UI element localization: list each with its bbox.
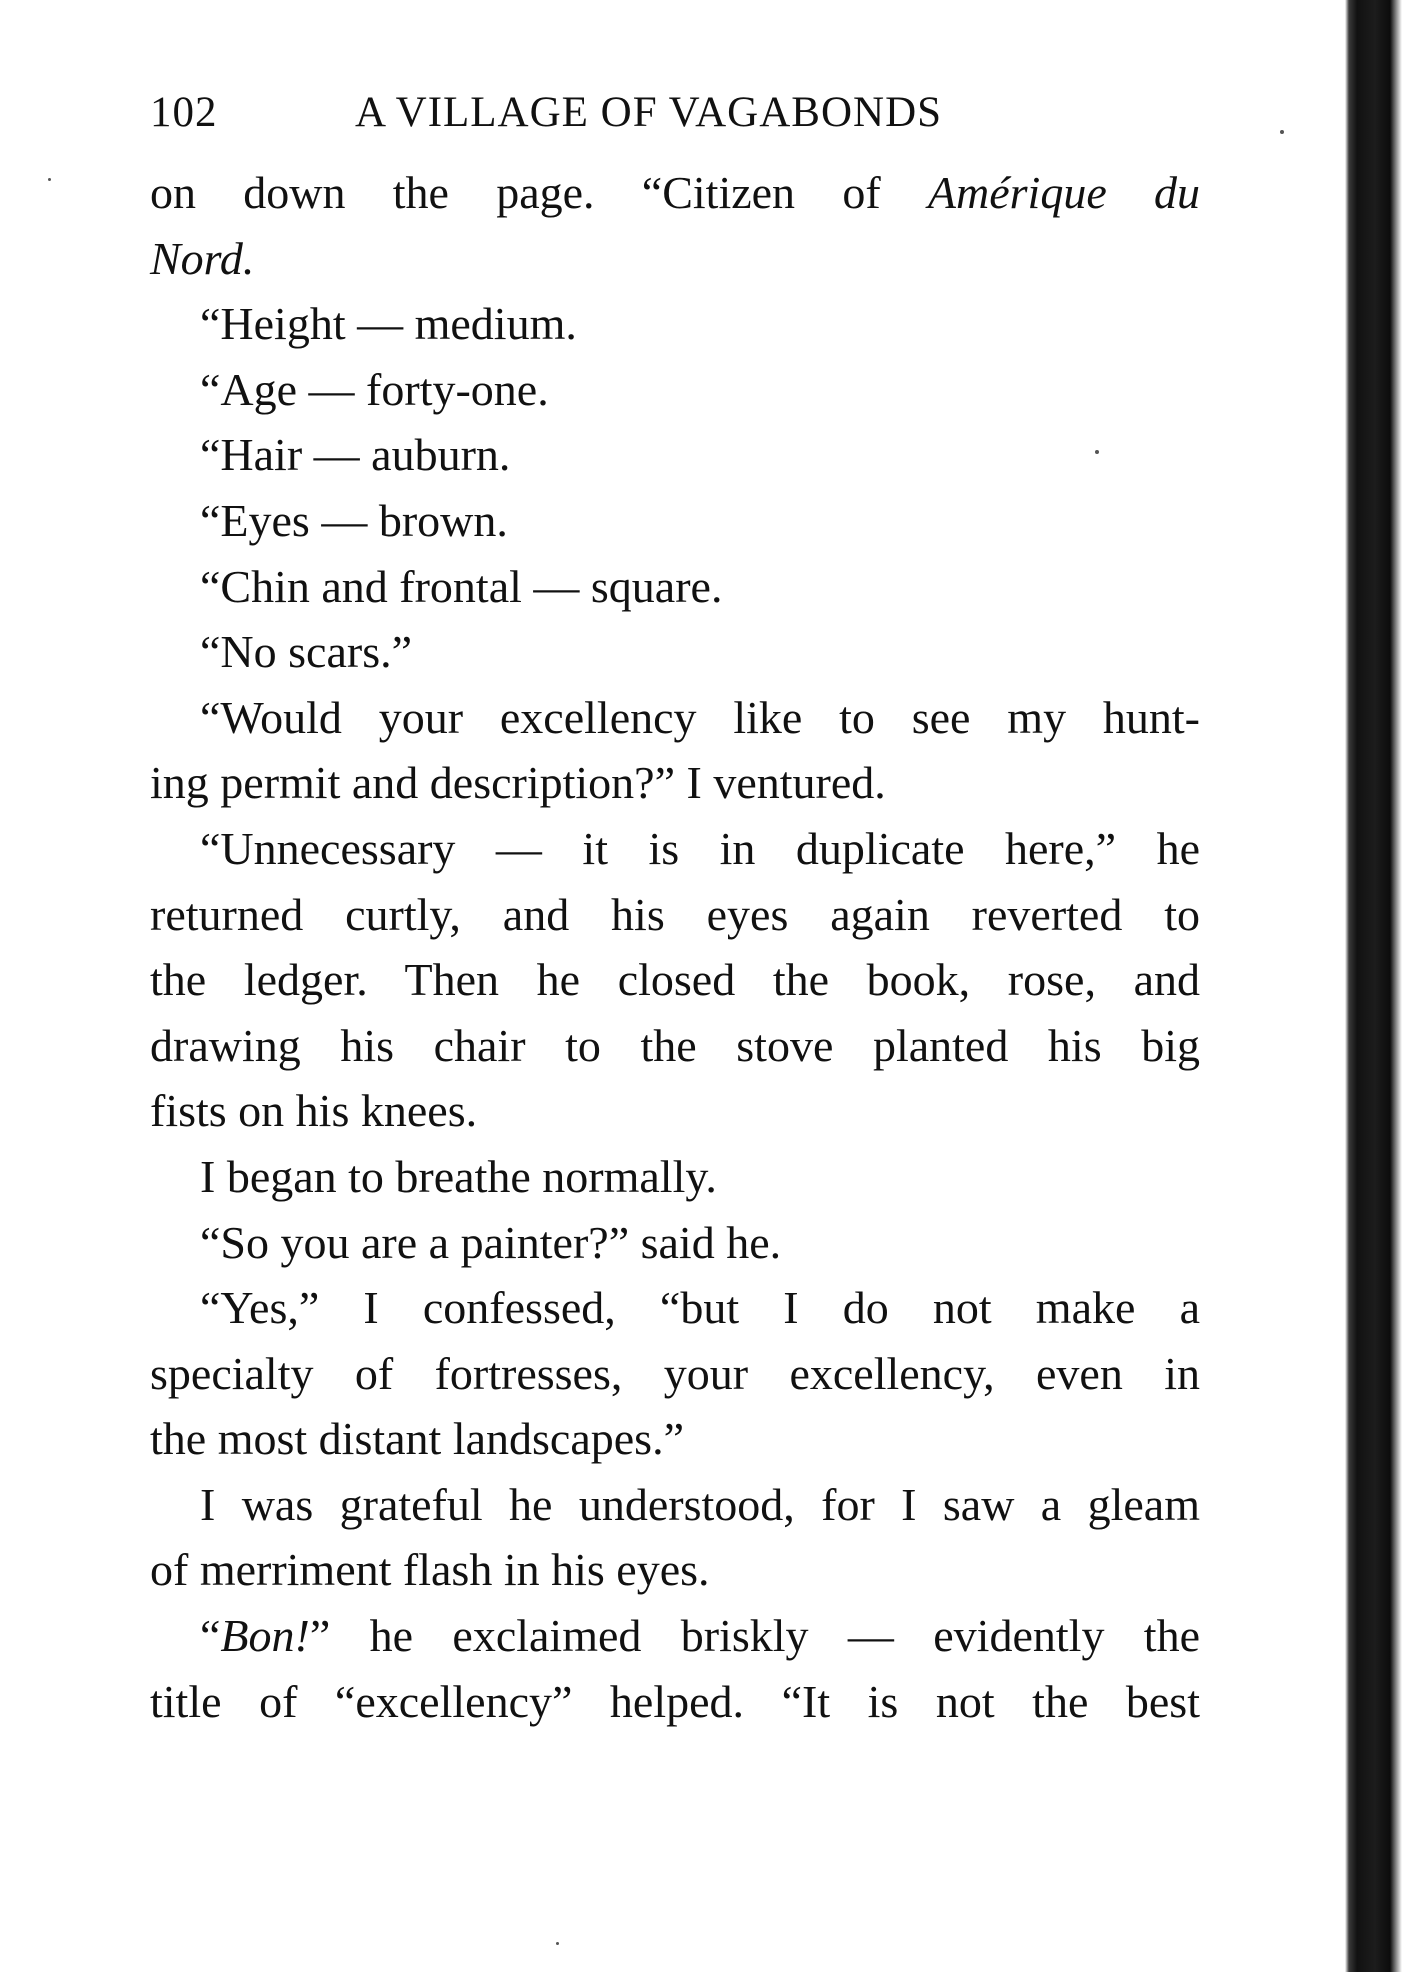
line-height: “Height — medium. bbox=[200, 298, 577, 350]
line-age: “Age — forty-one. bbox=[200, 363, 549, 415]
line-scars: “No scars.” bbox=[200, 626, 413, 678]
text-line bbox=[150, 160, 1200, 226]
paragraph-yes bbox=[150, 1275, 1200, 1472]
paragraph-painter: “So you are a painter?” said he. bbox=[200, 1216, 782, 1268]
paper-speck bbox=[1095, 450, 1099, 454]
text-line: “Unnecessary — it is in duplicate here,” he bbox=[200, 822, 1200, 874]
paragraph-breathe: I began to breathe normally. bbox=[200, 1150, 717, 1202]
text-line: I was grateful he understood, for I saw a gleam bbox=[200, 1478, 1200, 1530]
text-run: “ bbox=[200, 1610, 221, 1662]
line-chin: “Chin and frontal — square. bbox=[200, 560, 723, 612]
page-number: 102 bbox=[150, 89, 218, 136]
line-hair: “Hair — auburn. bbox=[200, 429, 511, 481]
text-line: of merriment flash in his eyes. bbox=[150, 1544, 710, 1596]
text-line: the ledger. Then he closed the book, rose, and bbox=[150, 954, 1200, 1006]
text-line bbox=[150, 1603, 1200, 1669]
running-title: A VILLAGE OF VAGABONDS bbox=[355, 89, 943, 136]
italic-text: Bon! bbox=[220, 1610, 310, 1662]
text-line: ing permit and description?” I ventured. bbox=[150, 757, 886, 809]
paragraph-permit bbox=[150, 685, 1200, 816]
paragraph-citizen bbox=[150, 160, 1200, 291]
text-line bbox=[150, 226, 1200, 292]
line-eyes: “Eyes — brown. bbox=[200, 494, 508, 546]
paragraph-unnecessary bbox=[150, 816, 1200, 1144]
italic-text: Amérique du bbox=[927, 167, 1200, 218]
text-line: title of “excellency” helped. “It is not the best bbox=[150, 1675, 1200, 1727]
italic-text: Nord. bbox=[150, 232, 255, 284]
text-run: ” he exclaimed briskly — evidently the bbox=[309, 1610, 1200, 1662]
paragraph-bon bbox=[150, 1603, 1200, 1734]
text-line: specialty of fortresses, your excellency, even in bbox=[150, 1347, 1200, 1399]
book-spine-shadow bbox=[1335, 0, 1402, 1972]
text-line: “Yes,” I confessed, “but I do not make a bbox=[200, 1282, 1200, 1334]
page-header bbox=[150, 88, 1010, 138]
text-run: on down the page. “Citizen of bbox=[150, 167, 928, 218]
paper-speck bbox=[48, 178, 51, 181]
text-line: the most distant landscapes.” bbox=[150, 1413, 684, 1465]
paper-speck bbox=[556, 1942, 559, 1945]
text-line: “Would your excellency like to see my hunt- bbox=[200, 691, 1200, 743]
paper-speck bbox=[1280, 130, 1284, 134]
body-text bbox=[150, 160, 1200, 1734]
paragraph-grateful bbox=[150, 1472, 1200, 1603]
text-line: drawing his chair to the stove planted his big bbox=[150, 1019, 1200, 1071]
text-line: returned curtly, and his eyes again reverted to bbox=[150, 888, 1200, 940]
text-line: fists on his knees. bbox=[150, 1085, 478, 1137]
